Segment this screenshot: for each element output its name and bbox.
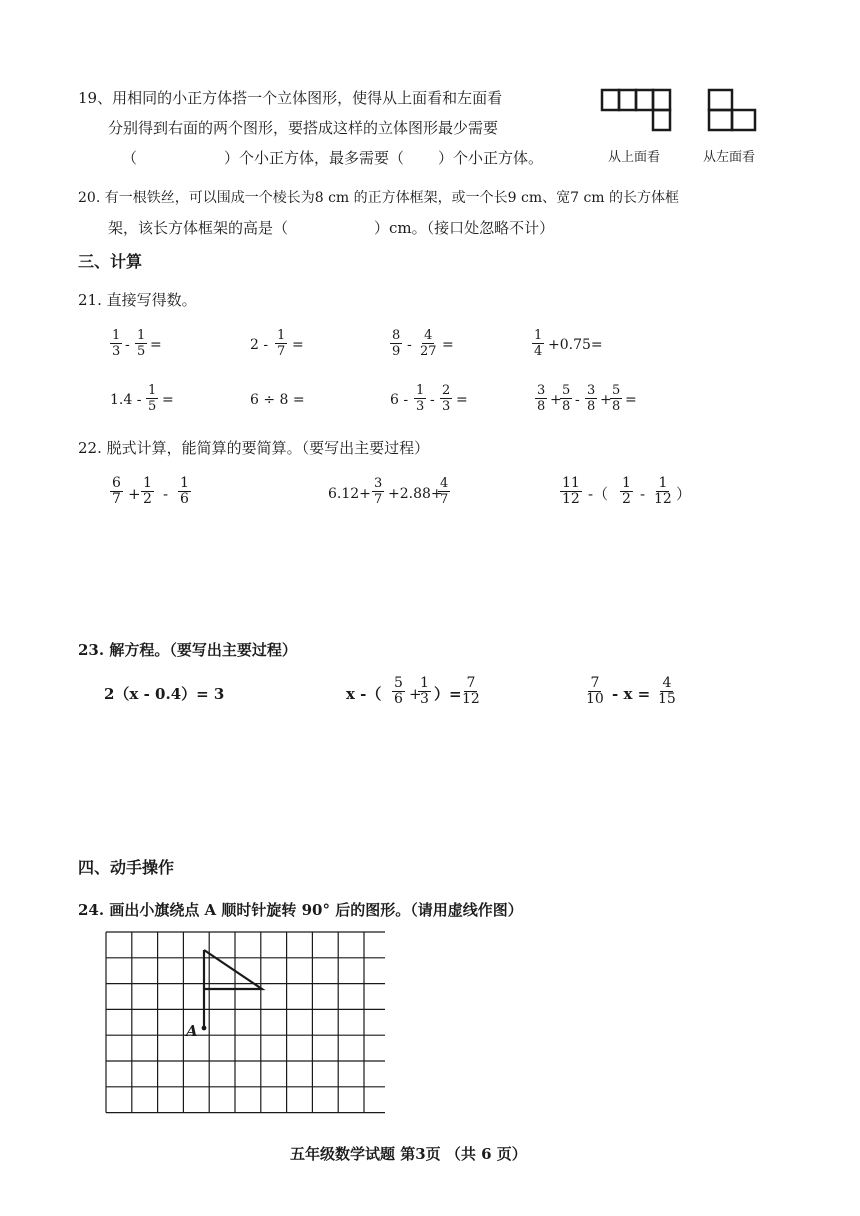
- grid-lines: [106, 932, 385, 1113]
- q21-e7-frac2: $\frac{2}{3}$: [442, 383, 451, 414]
- q21-e8-eq: =: [625, 392, 637, 408]
- q23-e1: 2（x - 0.4）= 3: [104, 685, 225, 703]
- q19-line3-end: ）个小正方体。: [438, 149, 544, 167]
- top-view-figure: [600, 88, 674, 134]
- q21-title: 21. 直接写得数。: [78, 291, 197, 309]
- q22-e2-lead: 6.12+: [328, 486, 371, 502]
- q22-e3-frac3: $\frac{1}{12}$: [654, 475, 672, 507]
- q21-e8-frac4: $\frac{5}{8}$: [612, 383, 621, 414]
- q23-e3-frac2: $\frac{4}{15}$: [658, 675, 676, 707]
- q22-e3-frac1: $\frac{11}{12}$: [562, 475, 580, 507]
- point-a-marker: [202, 1026, 207, 1031]
- q21-e3-frac2: $\frac{4}{27}$: [420, 328, 437, 359]
- q21-e8-op1: +: [550, 392, 562, 408]
- q21-e8-frac2: $\frac{5}{8}$: [562, 383, 571, 414]
- q21-e1-op: -: [125, 337, 130, 353]
- q20-line2-end: ）cm。（接口处忽略不计）: [374, 219, 555, 237]
- q21-e8-op2: -: [575, 392, 580, 408]
- q21-e3-eq: =: [442, 337, 454, 353]
- section4-title: 四、动手操作: [78, 858, 175, 877]
- q19-line3-middle: ）个小正方体，最多需要（: [224, 149, 405, 167]
- q21-e3-op: -: [407, 337, 412, 353]
- q20-line1: 20. 有一根铁丝，可以围成一个棱长为8 cm 的正方体框架，或一个长9 cm、宽7 cm 的长方体框: [78, 190, 680, 206]
- point-a-label: A: [186, 1022, 198, 1040]
- q22-e1-op1: +: [128, 485, 141, 503]
- q21-e8-frac3: $\frac{3}{8}$: [587, 383, 596, 414]
- q21-e3-frac1: $\frac{8}{9}$: [392, 328, 401, 359]
- q19-line2: 分别得到右面的两个图形，要搭成这样的立体图形最少需要: [108, 119, 499, 137]
- q23-e2-frac1: $\frac{5}{6}$: [394, 675, 403, 707]
- q23-e3-frac1: $\frac{7}{10}$: [586, 675, 604, 707]
- q21-e7-eq: =: [456, 392, 468, 408]
- q21-e2-eq: =: [292, 337, 304, 353]
- q21-e4-frac: $\frac{1}{4}$: [534, 328, 543, 359]
- q19-blank-open: （: [122, 149, 138, 167]
- q21-e5-eq: =: [162, 392, 174, 408]
- q21-e1-eq: =: [150, 337, 162, 353]
- q21-e5-lead: 1.4 -: [110, 392, 142, 408]
- q21-e1-frac1: $\frac{1}{3}$: [112, 328, 121, 359]
- flag-figure: [204, 950, 262, 1028]
- q21-e2-frac: $\frac{1}{7}$: [277, 328, 286, 359]
- section3-title: 三、计算: [78, 252, 143, 271]
- q22-e2-mid: +2.88+: [388, 486, 443, 502]
- q22-e3-frac2: $\frac{1}{2}$: [622, 475, 631, 507]
- q21-e7-op: -: [430, 392, 435, 408]
- q23-title: 23. 解方程。（要写出主要过程）: [78, 641, 297, 659]
- rotation-grid: [100, 926, 385, 1122]
- q22-e3-op2: -: [640, 485, 646, 503]
- q23-e2-eq: ）=: [434, 685, 462, 703]
- q21-e8-op3: +: [600, 392, 612, 408]
- q22-e2-frac2: $\frac{4}{7}$: [440, 476, 449, 507]
- left-view-figure: [707, 88, 761, 134]
- q22-e1-frac2: $\frac{1}{2}$: [143, 475, 152, 507]
- q23-e3-op: - x =: [612, 685, 651, 703]
- q22-e1-frac3: $\frac{1}{6}$: [180, 475, 189, 507]
- q22-e3-op: -（: [588, 485, 609, 503]
- q23-e2-lead: x -（: [346, 685, 382, 703]
- q21-e8-frac1: $\frac{3}{8}$: [537, 383, 546, 414]
- q21-e7-frac1: $\frac{1}{3}$: [416, 383, 425, 414]
- q24-title: 24. 画出小旗绕点 A 顺时针旋转 90° 后的图形。（请用虚线作图）: [78, 901, 523, 919]
- top-view-label: 从上面看: [608, 150, 661, 165]
- q22-e1-op2: -: [163, 485, 169, 503]
- q22-e3-close: ）: [676, 485, 692, 503]
- q21-e1-frac2: $\frac{1}{5}$: [137, 328, 146, 359]
- q23-e2-op: +: [409, 685, 422, 703]
- q23-e2-frac3: $\frac{7}{12}$: [462, 675, 480, 707]
- q21-e4-rest: +0.75=: [548, 337, 603, 353]
- q22-e1-frac1: $\frac{6}{7}$: [112, 475, 121, 507]
- q21-e2-lead: 2 -: [250, 337, 269, 353]
- q23-e2-frac2: $\frac{1}{3}$: [420, 675, 429, 707]
- q21-e7-lead: 6 -: [390, 392, 409, 408]
- left-view-label: 从左面看: [703, 150, 756, 165]
- q19-line1: 19、用相同的小正方体搭一个立体图形，使得从上面看和左面看: [78, 89, 503, 107]
- q22-e2-frac1: $\frac{3}{7}$: [374, 476, 383, 507]
- q21-e5-frac: $\frac{1}{5}$: [148, 383, 157, 414]
- q21-e6: 6 ÷ 8 =: [250, 392, 305, 408]
- q22-title: 22. 脱式计算，能简算的要简算。（要写出主要过程）: [78, 439, 430, 457]
- q20-line2: 架，该长方体框架的高是（: [108, 219, 289, 237]
- page-footer: 五年级数学试题 第3页 （共 6 页）: [290, 1145, 527, 1163]
